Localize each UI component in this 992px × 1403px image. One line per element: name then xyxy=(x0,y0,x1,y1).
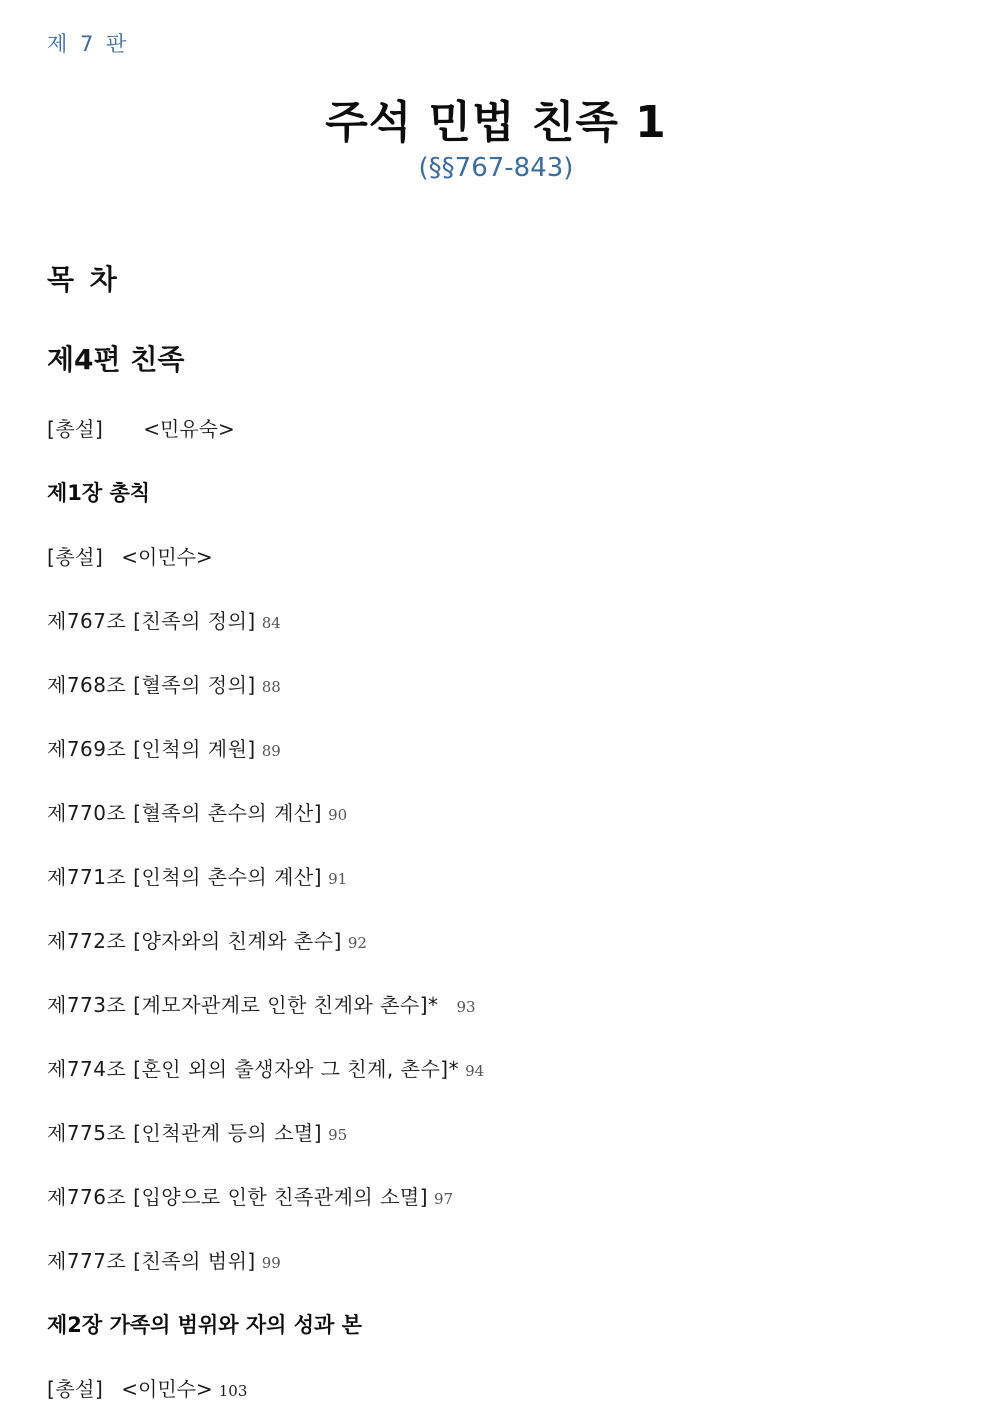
toc-entry[interactable] xyxy=(47,925,367,954)
chapter-1-intro-entry[interactable] xyxy=(47,541,213,570)
entry-label: 제773조 [계모자관계로 인한 친계와 촌수]* xyxy=(47,993,439,1017)
chapter-1-heading[interactable]: 제1장 총칙 xyxy=(47,481,151,505)
entry-author: <민유숙> xyxy=(143,417,235,441)
toc-entry[interactable] xyxy=(47,989,476,1018)
toc-entry[interactable] xyxy=(47,605,281,634)
chapter-2-intro-entry[interactable] xyxy=(47,1373,247,1402)
toc-entry[interactable] xyxy=(47,1053,484,1082)
toc-entry[interactable] xyxy=(47,733,281,762)
entry-page: 89 xyxy=(261,742,281,760)
entry-author: <이민수> xyxy=(121,1377,213,1401)
part-heading: 제4편 친족 xyxy=(47,343,185,376)
entry-label: 제770조 [혈족의 촌수의 계산] xyxy=(47,801,323,825)
entry-label: [총설] xyxy=(47,1377,104,1401)
edition-label: 제 7 판 xyxy=(47,32,128,56)
entry-label: 제771조 [인척의 촌수의 계산] xyxy=(47,865,323,889)
entry-page: 97 xyxy=(434,1190,454,1208)
entry-page: 94 xyxy=(465,1062,485,1080)
book-title: 주석 민법 친족 1 xyxy=(325,97,667,148)
entry-page: 95 xyxy=(328,1126,348,1144)
toc-entry[interactable] xyxy=(47,669,281,698)
entry-label: 제775조 [인척관계 등의 소멸] xyxy=(47,1121,323,1145)
toc-entry[interactable] xyxy=(47,1117,347,1146)
toc-entry[interactable] xyxy=(47,1181,453,1210)
entry-page: 84 xyxy=(261,614,281,632)
book-subtitle: (§§767-843) xyxy=(418,153,574,183)
toc-entry[interactable] xyxy=(47,861,347,890)
general-intro-entry[interactable] xyxy=(47,413,235,442)
entry-label: 제768조 [혈족의 정의] xyxy=(47,673,256,697)
entry-label: 제769조 [인척의 계원] xyxy=(47,737,256,761)
entry-label: 제776조 [입양으로 인한 친족관계의 소멸] xyxy=(47,1185,429,1209)
toc-entry[interactable] xyxy=(47,797,347,826)
entry-label: 제767조 [친족의 정의] xyxy=(47,609,256,633)
entry-label: [총설] xyxy=(47,545,104,569)
entry-label: 제777조 [친족의 범위] xyxy=(47,1249,256,1273)
entry-label: [총설] xyxy=(47,417,104,441)
entry-page: 88 xyxy=(261,678,281,696)
entry-author: <이민수> xyxy=(121,545,213,569)
entry-page: 93 xyxy=(456,998,476,1016)
entry-page: 90 xyxy=(328,806,348,824)
entry-label: 제774조 [혼인 외의 출생자와 그 친계, 촌수]* xyxy=(47,1057,460,1081)
toc-entry[interactable] xyxy=(47,1245,281,1274)
toc-heading: 목 차 xyxy=(47,263,117,296)
entry-page: 91 xyxy=(328,870,348,888)
entry-page: 103 xyxy=(218,1382,248,1400)
entry-page: 99 xyxy=(261,1254,281,1272)
entry-label: 제772조 [양자와의 친계와 촌수] xyxy=(47,929,342,953)
entry-page: 92 xyxy=(347,934,367,952)
chapter-2-heading[interactable]: 제2장 가족의 범위와 자의 성과 본 xyxy=(47,1313,362,1337)
